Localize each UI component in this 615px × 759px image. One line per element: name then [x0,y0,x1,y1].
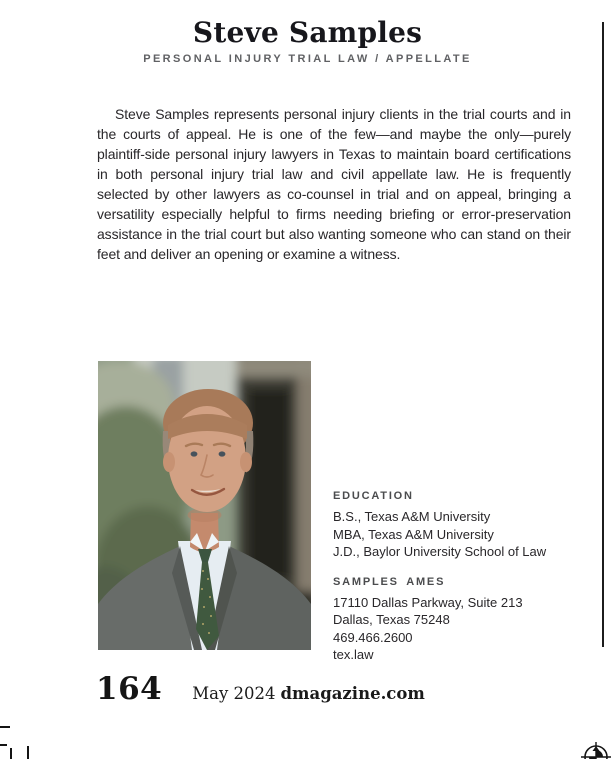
firm-website: tex.law [333,647,374,662]
firm-address-street: 17110 Dallas Parkway, Suite 213 [333,594,523,610]
page-edge-rule [602,22,604,647]
issue-date: May 2024 [192,684,276,703]
crop-mark [0,744,7,746]
magazine-website: dmagazine.com [280,684,425,703]
portrait-photo-graphic [98,361,311,650]
education-heading: EDUCATION [333,490,414,502]
registration-mark-icon [580,742,612,759]
crop-mark [0,726,10,728]
crop-mark [10,748,12,759]
firm-address-city: Dallas, Texas 75248 [333,612,450,627]
page-footer [96,671,425,707]
page-subtitle: PERSONAL INJURY TRIAL LAW / APPELLATE [143,53,472,65]
issue-line [192,684,425,703]
education-item-bs: B.S., Texas A&M University [333,509,491,524]
page-number: 164 [96,671,163,707]
page-title: Steve Samples [192,16,423,49]
bio-paragraph: Steve Samples represents personal injury clients in the trial courts and in the courts of appeal. He is one of the few—and maybe the only—purely plaintiff-side personal injury lawyers in Texas to maintain board certifications in both personal injury trial law and civil appellate law. He is frequently selected by other lawyers as co-counsel in trial and on appeal, bringing a versatility especially helpful to firms needing briefing or error-preservation assistance in the trial court but also wanting someone who can stand on their feet and deliver an opening or examine a witness. [97,106,571,262]
education-section [333,490,578,561]
firm-section [333,576,578,664]
info-column [333,490,578,664]
profile-header [71,16,544,65]
education-item-jd: J.D., Baylor University School of Law [333,544,547,559]
portrait-photo [98,361,311,650]
crop-mark [27,746,29,759]
firm-phone: 469.466.2600 [333,629,413,645]
firm-heading: SAMPLES AMES [333,575,446,588]
education-item-mba: MBA, Texas A&M University [333,526,494,542]
